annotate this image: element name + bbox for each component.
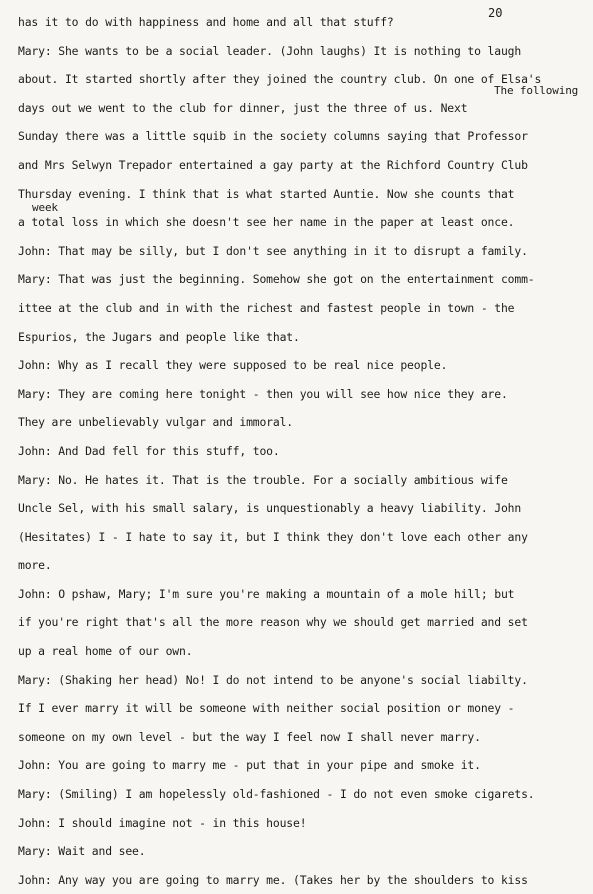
text-line: someone on my own level - but the way I feel now I shall never marry. [18, 729, 481, 744]
text-line: John: Any way you are going to marry me. (Takes her by the shoulders to kiss [18, 872, 528, 887]
line-text: a total loss in which she doesn't see her name in the paper at least once. [18, 215, 515, 230]
text-line: and Mrs Selwyn Trepador entertained a gay party at the Richford Country Club [18, 157, 528, 172]
text-line: if you're right that's all the more reason why we should get married and set [18, 615, 528, 630]
interlinear-insertion: week [32, 201, 58, 215]
text-line: John: That may be silly, but I don't see anything in it to disrupt a family. [18, 243, 528, 258]
line-text: days out we went to the club for dinner, just the three of us. Next [18, 100, 468, 115]
text-line: (Hesitates) I - I hate to say it, but I think they don't love each other any [18, 529, 528, 544]
text-line: Uncle Sel, with his small salary, is unquestionably a heavy liability. John [18, 501, 522, 516]
text-line: Mary: No. He hates it. That is the trouble. For a socially ambitious wife [18, 472, 508, 487]
text-line: about. It started shortly after they joined the country club. On one of Elsa's [18, 72, 542, 87]
text-line: Sunday there was a little squib in the society columns saying that Professor [18, 129, 528, 144]
text-line: more. [18, 558, 52, 573]
text-line: They are unbelievably vulgar and immoral. [18, 415, 294, 430]
text-line: Espurios, the Jugars and people like that. [18, 329, 300, 344]
text-line: up a real home of our own. [18, 644, 193, 659]
text-line: John: You are going to marry me - put that in your pipe and smoke it. [18, 758, 481, 773]
text-line: Mary: (Smiling) I am hopelessly old-fashioned - I do not even smoke cigarets. [18, 787, 535, 802]
text-line: Mary: They are coming here tonight - then you will see how nice they are. [18, 386, 508, 401]
text-line: Mary: (Shaking her head) No! I do not intend to be anyone's social liabilty. [18, 672, 528, 687]
text-line: Mary: She wants to be a social leader. (John laughs) It is nothing to laugh [18, 43, 522, 58]
text-line: John: I should imagine not - in this house! [18, 815, 307, 830]
text-line: Thursday evening. I think that is what started Auntie. Now she counts that [18, 186, 515, 201]
text-line: John: Why as I recall they were supposed to be real nice people. [18, 358, 448, 373]
text-line: If I ever marry it will be someone with neither social position or money - [18, 701, 515, 716]
interlinear-insertion: The following [494, 83, 579, 97]
script-text [18, 8, 588, 894]
text-line [18, 201, 588, 237]
page-number: 20 [488, 6, 503, 20]
text-line [18, 83, 588, 123]
text-line: has it to do with happiness and home and all that stuff? [18, 15, 394, 29]
text-line: Mary: That was just the beginning. Somehow she got on the entertainment comm- [18, 272, 535, 287]
text-line: John: And Dad fell for this stuff, too. [18, 443, 280, 458]
text-line: Mary: Wait and see. [18, 844, 146, 859]
text-line: ittee at the club and in with the richest and fastest people in town - the [18, 300, 515, 315]
text-line: John: O pshaw, Mary; I'm sure you're making a mountain of a mole hill; but [18, 586, 515, 601]
